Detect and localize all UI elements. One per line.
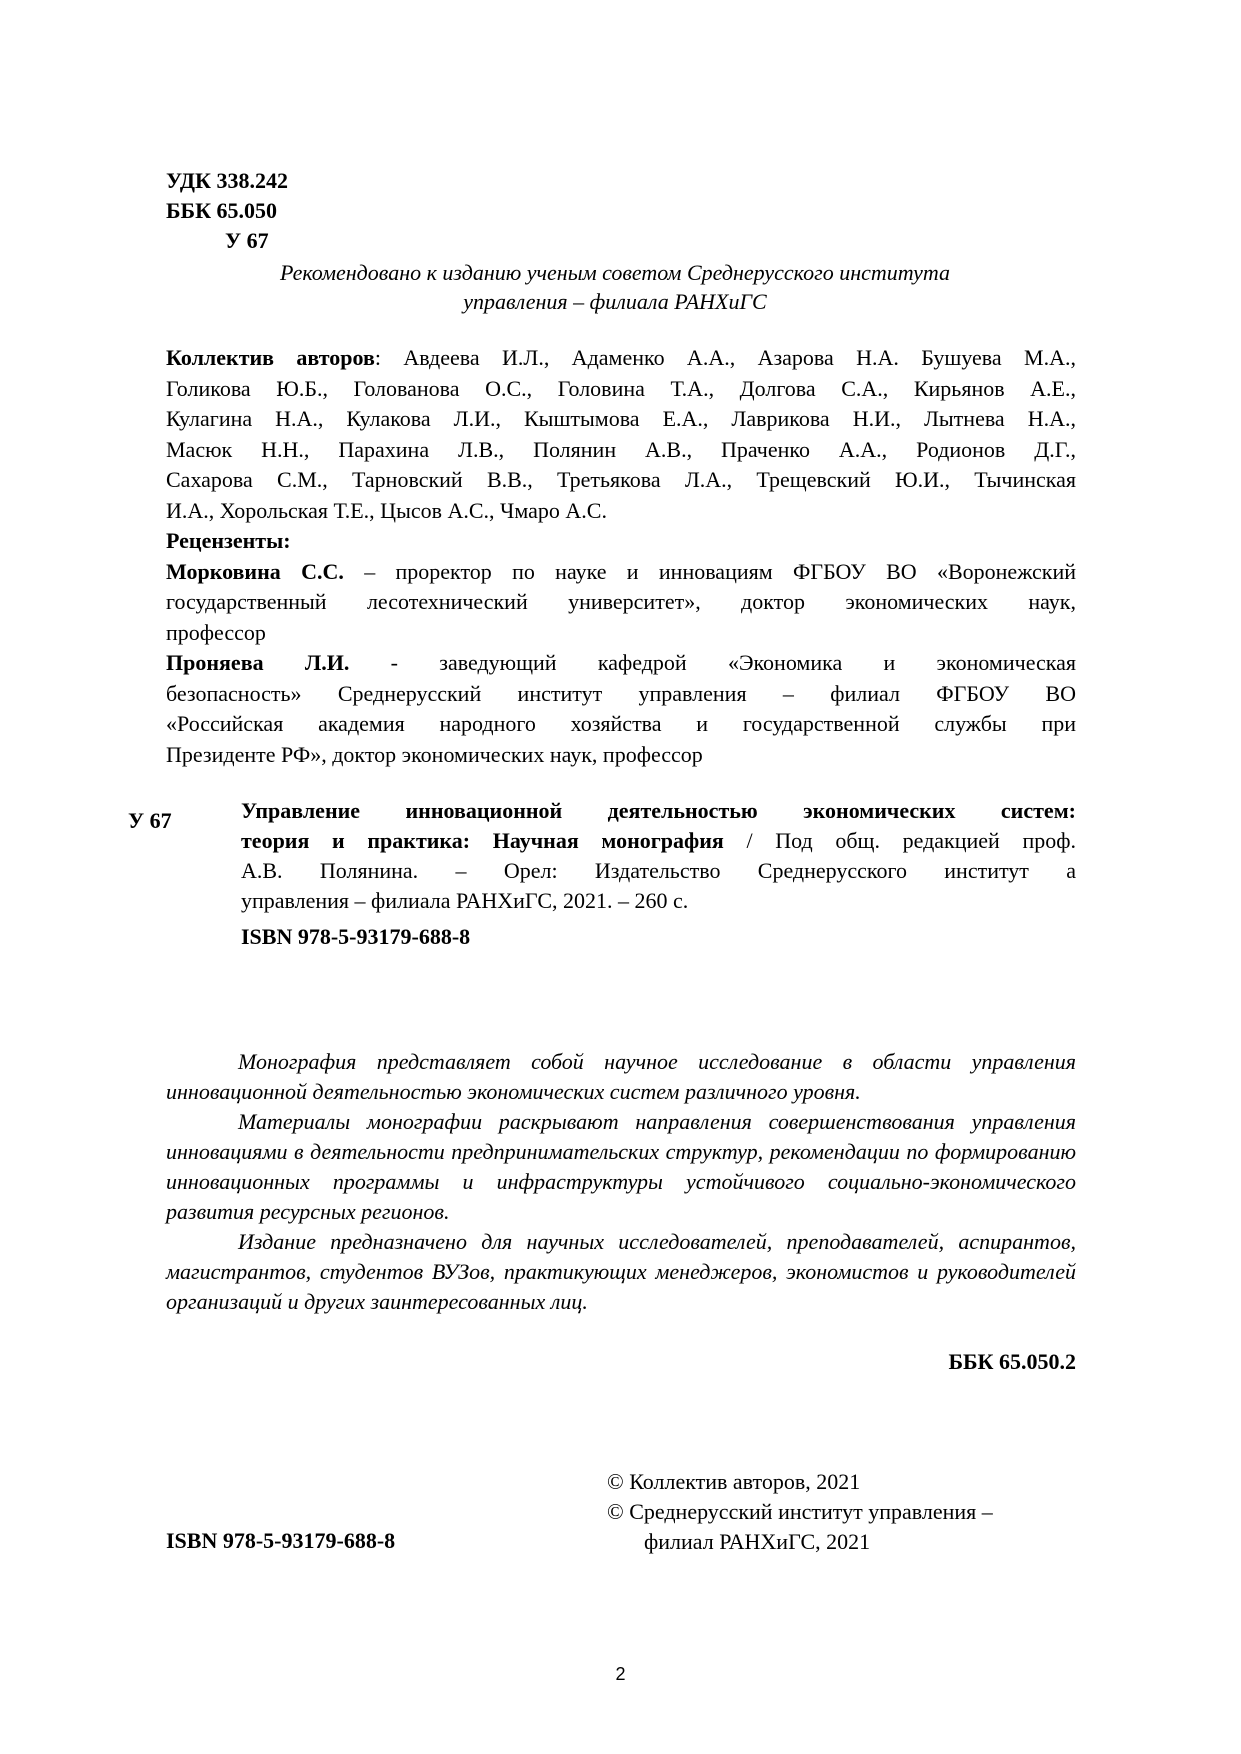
copyright-line-1: © Коллектив авторов, 2021 <box>607 1469 861 1494</box>
copyright-line-2: © Среднерусский институт управления – <box>607 1499 993 1524</box>
reviewer-2-line-3: «Российская академия народного хозяйства и государственной службы при <box>166 711 1076 736</box>
reviewer-1-name: Морковина С.С. <box>166 558 344 584</box>
isbn-bottom: ISBN 978-5-93179-688-8 <box>166 1528 396 1553</box>
udk-code: УДК 338.242 <box>166 168 289 193</box>
recommendation-line-2: управления – филиала РАНХиГС <box>463 289 767 314</box>
reviewer-1-line-3: профессор <box>166 619 266 645</box>
bbk-full-code: ББК 65.050.2 <box>948 1349 1076 1374</box>
catalog-entry-code: У 67 <box>128 808 172 833</box>
entry-line-4: управления – филиала РАНХиГС, 2021. – 260 с. <box>241 888 689 913</box>
authors-line-6: И.А., Хорольская Т.Е., Цысов А.С., Чмаро А.С. <box>166 497 607 523</box>
entry-title-line-1: Управление инновационной деятельностью экономических систем: <box>241 798 1076 823</box>
authors-label: Коллектив авторов <box>166 345 375 370</box>
entry-title-line-2: теория и практика: Научная монография / Под общ. редакцией проф. <box>241 828 1076 853</box>
annotation <box>166 1047 1076 1317</box>
authors-line-3: Кулагина Н.А., Кулакова Л.И., Кыштымова Е.А., Лаврикова Н.И., Лытнева Н.А., <box>166 406 1076 431</box>
recommendation-note <box>200 258 1030 316</box>
entry-isbn: ISBN 978-5-93179-688-8 <box>241 924 471 949</box>
author-mark: У 67 <box>225 228 269 253</box>
annotation-paragraph-3: Издание предназначено для научных исследователей, преподавателей, аспирантов, магистрантов, студентов ВУЗов, практикующих менеджеров, экономистов и руководителей организаций и других заинтересованных лиц. <box>166 1229 1076 1314</box>
recommendation-line-1: Рекомендовано к изданию ученым советом Среднерусского института <box>279 260 951 285</box>
reviewers-label: Рецензенты: <box>166 528 291 553</box>
reviewer-1-line-2: государственный лесотехнический университет», доктор экономических наук, <box>166 589 1076 614</box>
copyright-block <box>607 1467 993 1557</box>
page-number: 2 <box>615 1664 626 1684</box>
authors-line-1: Коллектив авторов: Авдеева И.Л., Адаменко А.А., Азарова Н.А. Бушуева М.А., <box>166 345 1076 370</box>
authors-line-4: Масюк Н.Н., Парахина Л.В., Полянин А.В., Праченко А.А., Родионов Д.Г., <box>166 436 1076 462</box>
reviewer-1-line-1: Морковина С.С. – проректор по науке и инновациям ФГБОУ ВО «Воронежский <box>166 558 1076 584</box>
bbk-code: ББК 65.050 <box>166 198 278 223</box>
authors-block <box>166 343 1076 770</box>
entry-line-3: А.В. Полянина. – Орел: Издательство Среднерусского институт а <box>241 858 1076 883</box>
annotation-paragraph-2: Материалы монографии раскрывают направления совершенствования управления инновациями в деятельности предпринимательских структур, рекомендации по формированию инновационных программы и инфраструктуры устойчивого социально-экономического развития ресурсных регионов. <box>166 1109 1076 1224</box>
reviewer-2-line-2: безопасность» Среднерусский институт управления – филиал ФГБОУ ВО <box>166 680 1076 706</box>
reviewer-2-line-1: Проняева Л.И. - заведующий кафедрой «Экономика и экономическая <box>166 650 1077 675</box>
authors-line-2: Голикова Ю.Б., Голованова О.С., Головина Т.А., Долгова С.А., Кирьянов А.Е., <box>166 375 1076 401</box>
catalog-entry <box>241 796 1076 916</box>
reviewer-2-line-4: Президенте РФ», доктор экономических наук, профессор <box>166 741 703 767</box>
copyright-line-3: филиал РАНХиГС, 2021 <box>644 1529 871 1554</box>
authors-line-5: Сахарова С.М., Тарновский В.В., Третьякова Л.А., Трещевский Ю.И., Тычинская <box>166 467 1076 492</box>
reviewer-2-name: Проняева Л.И. <box>166 650 350 675</box>
annotation-paragraph-1: Монография представляет собой научное исследование в области управления инновационной деятельностью экономических систем различного уровня. <box>166 1049 1076 1104</box>
